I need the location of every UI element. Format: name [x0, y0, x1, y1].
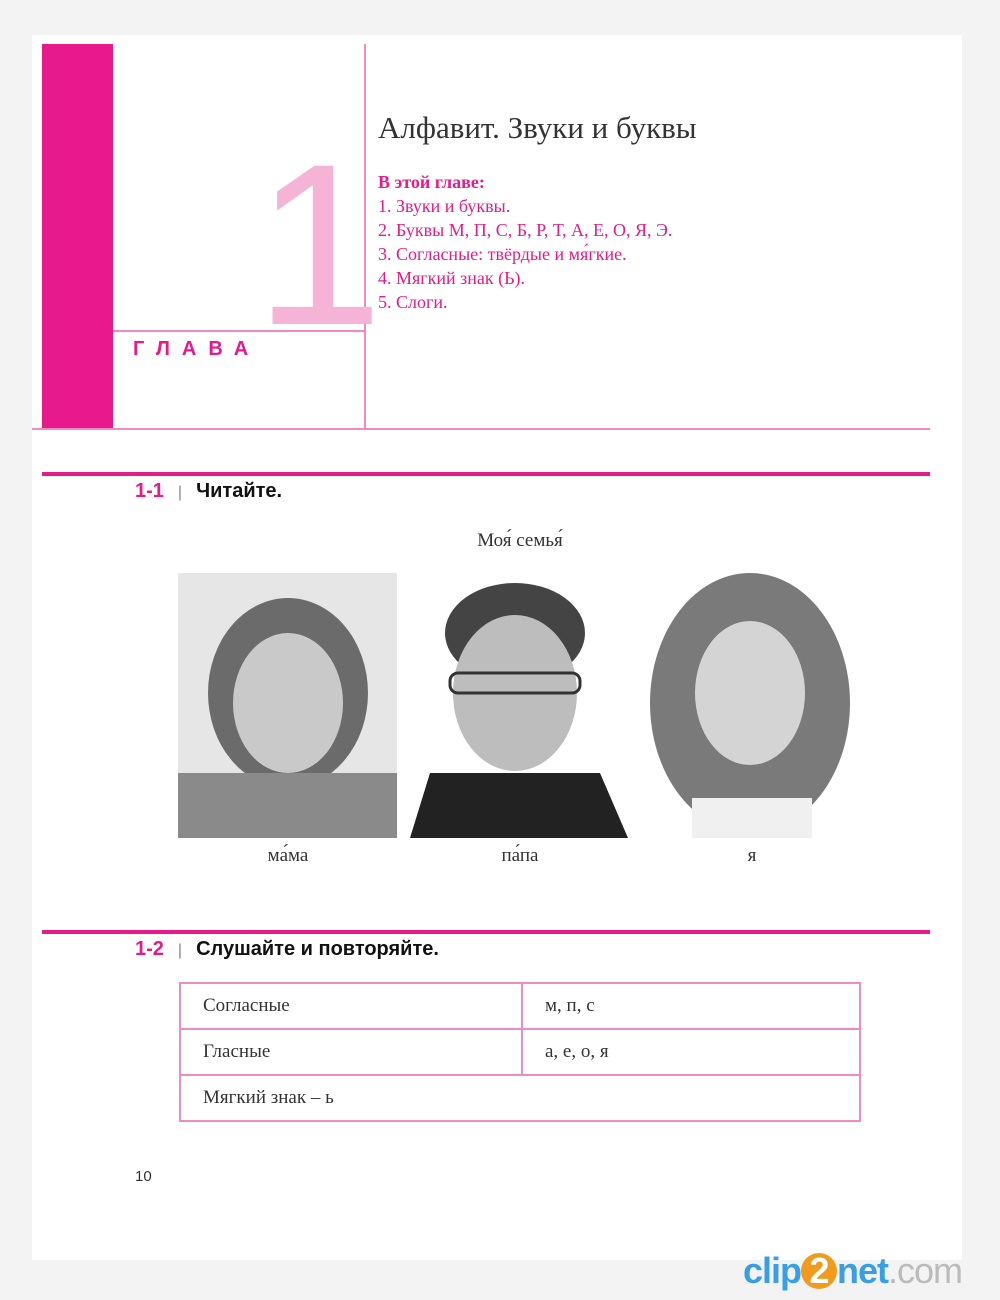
table-cell: Гласные: [180, 1029, 522, 1075]
toc-item: 2. Буквы М, П, С, Б, Р, Т, А, Е, О, Я, Э.: [378, 220, 673, 240]
separator: |: [177, 942, 183, 959]
section-number: 1-1: [135, 480, 164, 502]
chapter-color-bar: [42, 44, 113, 428]
table-row: [180, 983, 860, 1029]
photo-set-caption: Моя́ семья́: [477, 530, 563, 551]
table-cell: м, п, с: [522, 983, 860, 1029]
section-title: Читайте.: [196, 480, 283, 502]
photo-label: я: [747, 845, 757, 866]
photo-ya: [642, 573, 860, 838]
chapter-contents: [378, 170, 672, 314]
separator: |: [177, 484, 183, 501]
toc-item: 3. Согласные: твёрдые и мя́гкие.: [378, 244, 627, 264]
section-2-heading: [135, 938, 439, 961]
chapter-label: ГЛАВА: [133, 338, 261, 360]
photo-papa: [410, 573, 628, 838]
page-number: 10: [135, 1168, 152, 1185]
table-cell: Согласные: [180, 983, 522, 1029]
person-image: [410, 573, 628, 838]
watermark-text: net: [836, 1250, 888, 1291]
section-rule: [42, 472, 930, 476]
toc-item: 5. Слоги.: [378, 292, 448, 312]
section-1-heading: [135, 480, 282, 503]
table-row: [180, 1029, 860, 1075]
person-image: [178, 573, 397, 838]
section-number: 1-2: [135, 938, 164, 960]
photo-label: па́па: [501, 845, 539, 866]
divider: [32, 428, 930, 430]
toc-item: 1. Звуки и буквы.: [378, 196, 511, 216]
watermark-logo: 2: [801, 1253, 837, 1289]
toc-item: 4. Мягкий знак (Ь).: [378, 268, 525, 288]
section-rule: [42, 930, 930, 934]
clip2net-watermark: [743, 1250, 962, 1292]
photo-mama: [178, 573, 397, 838]
photo-label: ма́ма: [267, 845, 309, 866]
watermark-text: .com: [887, 1250, 962, 1291]
toc-heading: В этой главе:: [378, 172, 485, 192]
chapter-title: Алфавит. Звуки и буквы: [378, 110, 697, 145]
table-cell: Мягкий знак – ь: [180, 1075, 860, 1121]
section-title: Слушайте и повторяйте.: [196, 938, 439, 960]
table-cell: а, е, о, я: [522, 1029, 860, 1075]
watermark-text: clip: [742, 1250, 801, 1291]
table-row: [180, 1075, 860, 1121]
person-image: [642, 573, 860, 838]
letters-table: [179, 982, 861, 1122]
chapter-number: 1: [255, 116, 383, 373]
